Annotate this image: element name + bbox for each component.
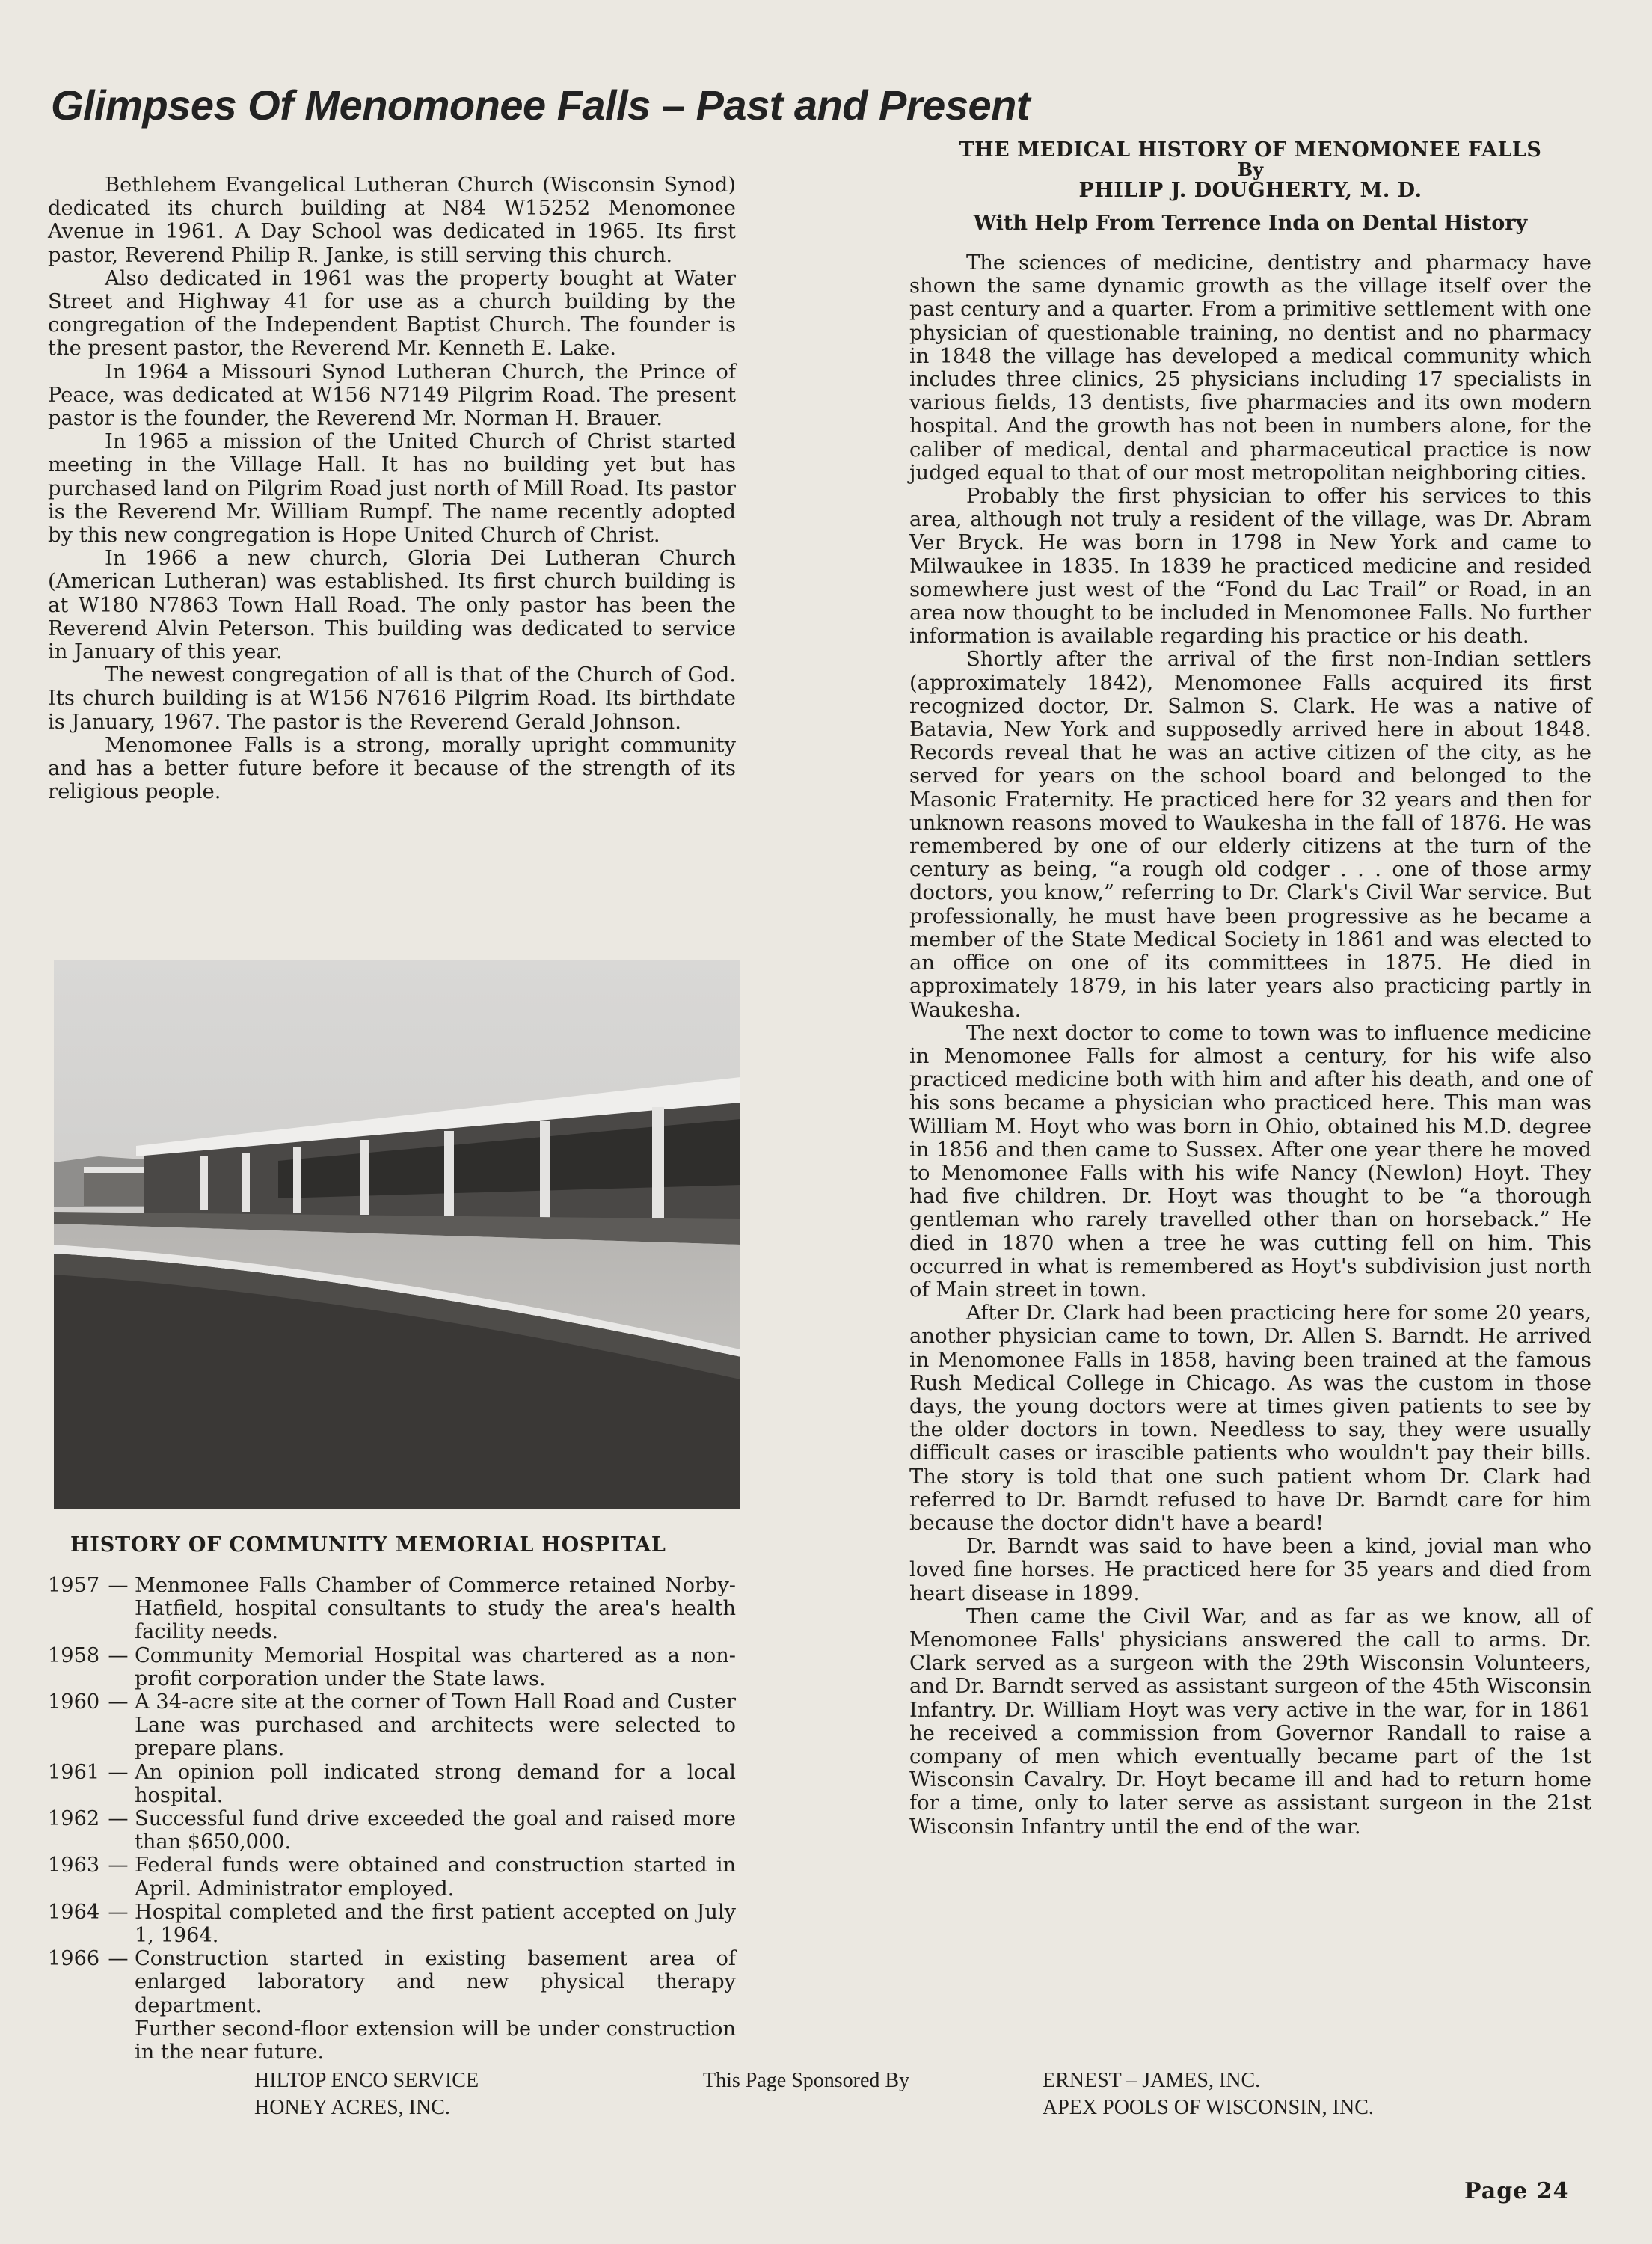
sponsor-name: HONEY ACRES, INC.	[254, 2096, 450, 2119]
timeline-year: 1964	[48, 1900, 100, 1924]
timeline-entry	[48, 1854, 736, 1900]
sponsor-list-right	[1043, 2067, 1374, 2121]
timeline-dash: —	[108, 1807, 129, 1831]
page-number: Page 24	[1464, 2178, 1570, 2204]
sponsor-name: ERNEST – JAMES, INC.	[1043, 2069, 1261, 2092]
sponsor-name: APEX POOLS OF WISCONSIN, INC.	[1043, 2096, 1374, 2119]
sponsor-name: HILTOP ENCO SERVICE	[254, 2069, 479, 2092]
hospital-photo	[54, 960, 740, 1509]
sponsored-by-label: This Page Sponsored By	[703, 2069, 910, 2092]
timeline-text: Construction started in existing basement area of enlarged laboratory and new physical therapy department.	[135, 1947, 736, 2017]
timeline-text: Successful fund drive exceeded the goal and raised more than $650,000.	[135, 1807, 736, 1854]
article-paragraph: Menomonee Falls is a strong, morally upright community and has a better future before it because of the strength of its religious people.	[48, 733, 736, 804]
hospital-timeline	[48, 1574, 736, 2064]
article-paragraph: The sciences of medicine, dentistry and pharmacy have shown the same dynamic growth as the village itself over the past century and a quarter. From a primitive settlement with one physician of questionable training, no dentist and no pharmacy in 1848 the village has developed a medical community which includes three clinics, 25 physicians including 17 specialists in various fields, 13 dentists, five pharmacies and its own modern hospital. And the growth has not been in numbers alone, for the caliber of medical, dental and pharmaceutical practice is now judged equal to that of our most metropolitan neighboring cities.	[909, 251, 1591, 485]
article-paragraph: Dr. Barndt was said to have been a kind, jovial man who loved fine horses. He practiced here for 35 years and died from heart disease in 1899.	[909, 1535, 1591, 1605]
timeline-dash: —	[108, 1574, 129, 1597]
timeline-entry	[48, 1807, 736, 1854]
timeline-continuation: Further second-floor extension will be under construction in the near future.	[135, 2017, 736, 2064]
article-paragraph: Probably the first physician to offer his services to this area, although not truly a resident of the village, was Dr. Abram Ver Bryck. He was born in 1798 in New York and came to Milwaukee in 1835. In 1839 he practiced medicine and resided somewhere just west of the “Fond du Lac Trail” or Road, in an area now thought to be included in Menomonee Falls. No further information is available regarding his practice or his death.	[909, 485, 1591, 649]
timeline-text: A 34-acre site at the corner of Town Hall Road and Custer Lane was purchased and architects were selected to prepare plans.	[135, 1690, 736, 1761]
timeline-dash: —	[108, 1690, 129, 1714]
timeline-dash: —	[108, 1643, 129, 1667]
author-name: PHILIP J. DOUGHERTY, M. D.	[1078, 179, 1422, 202]
article-heading: THE MEDICAL HISTORY OF MENOMONEE FALLS	[959, 138, 1542, 162]
timeline-year: 1962	[48, 1807, 100, 1831]
timeline-dash: —	[108, 1947, 129, 1971]
timeline-entry	[48, 1690, 736, 1761]
byline-by: By	[1237, 159, 1264, 180]
article-paragraph: Bethlehem Evangelical Lutheran Church (Wisconsin Synod) dedicated its church building at N84 W15252 Menomonee Avenue in 1961. A Day School was dedicated in 1965. Its first pastor, Reverend Philip R. Janke, is still serving this church.	[48, 174, 736, 267]
timeline-entry	[48, 1947, 736, 2017]
timeline-text: Menmonee Falls Chamber of Commerce retained Norby-Hatfield, hospital consultants to study the area's health facility needs.	[135, 1574, 736, 1644]
sponsor-list-left	[254, 2067, 479, 2121]
timeline-year: 1966	[48, 1947, 100, 1971]
timeline-year: 1961	[48, 1760, 100, 1784]
article-paragraph: Also dedicated in 1961 was the property bought at Water Street and Highway 41 for use as a church building by the congregation of the Independent Baptist Church. The founder is the present pastor, the Reverend Mr. Kenneth E. Lake.	[48, 266, 736, 361]
timeline-entry	[48, 1901, 736, 1947]
article-paragraph: The next doctor to come to town was to influence medicine in Menomonee Falls for almost a century, for his wife also practiced medicine both with him and after his death, and one of his sons became a physician who practiced here. This man was William M. Hoyt who was born in Ohio, obtained his M.D. degree in 1856 and then came to Sussex. After one year there he moved to Menomonee Falls with his wife Nancy (Newlon) Hoyt. They had five children. Dr. Hoyt was thought to be “a thorough gentleman who rarely travelled other than on horseback.” He died in 1870 when a tree he was cutting fell on him. This occurred in what is remembered as Hoyt's subdivision just north of Main street in town.	[909, 1021, 1591, 1302]
credit-line: With Help From Terrence Inda on Dental History	[973, 212, 1528, 235]
hospital-history-heading: HISTORY OF COMMUNITY MEMORIAL HOSPITAL	[70, 1533, 666, 1557]
timeline-text: Federal funds were obtained and construction started in April. Administrator employed.	[135, 1854, 736, 1901]
article-paragraph: In 1965 a mission of the United Church of Christ started meeting in the Village Hall. It has no building yet but has purchased land on Pilgrim Road just north of Mill Road. Its pastor is the Reverend Mr. William Rumpf. The name recently adopted by this new congregation is Hope United Church of Christ.	[48, 430, 736, 548]
timeline-entry	[48, 1761, 736, 1807]
page-title: Glimpses Of Menomonee Falls – Past and Present	[51, 82, 1030, 129]
timeline-year: 1957	[48, 1574, 100, 1597]
article-paragraph: Then came the Civil War, and as far as we know, all of Menomonee Falls' physicians answered the call to arms. Dr. Clark served as a surgeon with the 29th Wisconsin Volunteers, and Dr. Barndt served as assistant surgeon of the 45th Wisconsin Infantry. Dr. William Hoyt was very active in the war, for in 1861 he received a commission from Governor Randall to raise a company of men which eventually became part of the 1st Wisconsin Cavalry. Dr. Hoyt became ill and had to return home for a time, only to later serve as assistant surgeon in the 21st Wisconsin Infantry until the end of the war.	[909, 1604, 1591, 1839]
timeline-year: 1963	[48, 1854, 100, 1877]
timeline-dash: —	[108, 1760, 129, 1784]
churches-article	[48, 174, 736, 803]
timeline-dash: —	[108, 1900, 129, 1924]
article-paragraph: The newest congregation of all is that of the Church of God. Its church building is at W156 N7616 Pilgrim Road. Its birthdate is January, 1967. The pastor is the Reverend Gerald Johnson.	[48, 663, 736, 734]
timeline-entry	[48, 1644, 736, 1690]
timeline-year: 1960	[48, 1690, 100, 1714]
article-paragraph: In 1964 a Missouri Synod Lutheran Church, the Prince of Peace, was dedicated at W156 N7149 Pilgrim Road. The present pastor is the founder, the Reverend Mr. Norman H. Brauer.	[48, 360, 736, 431]
timeline-year: 1958	[48, 1643, 100, 1667]
timeline-entry	[48, 1574, 736, 1644]
medical-history-article	[909, 139, 1591, 1839]
timeline-text: Hospital completed and the first patient accepted on July 1, 1964.	[135, 1900, 736, 1948]
article-paragraph: Shortly after the arrival of the first non-Indian settlers (approximately 1842), Menomonee Falls acquired its first recognized doctor, Dr. Salmon S. Clark. He was a native of Batavia, New York and supposedly arrived here in about 1848. Records reveal that he was an active citizen of the city, as he served for years on the school board and belonged to the Masonic Fraternity. He practiced here for 32 years and then for unknown reasons moved to Waukesha in the fall of 1876. He was remembered by one of our elderly citizens at the turn of the century as being, “a rough old codger . . . one of those army doctors, you know,” referring to Dr. Clark's Civil War service. But professionally, he must have been progressive as he became a member of the State Medical Society in 1861 and was elected to an office on one of its committees in 1875. He died in approximately 1879, in his later years also practicing partly in Waukesha.	[909, 648, 1591, 1022]
timeline-text: Community Memorial Hospital was chartered as a non-profit corporation under the State laws.	[135, 1643, 736, 1690]
article-paragraph: In 1966 a new church, Gloria Dei Lutheran Church (American Lutheran) was established. Its first church building is at W180 N7863 Town Hall Road. The only pastor has been the Reverend Alvin Peterson. This building was dedicated to service in January of this year.	[48, 547, 736, 664]
article-paragraph: After Dr. Clark had been practicing here for some 20 years, another physician came to town, Dr. Allen S. Barndt. He arrived in Menomonee Falls in 1858, having been trained at the famous Rush Medical College in Chicago. As was the custom in those days, the young doctors were at times given patients to see by the older doctors in town. Needless to say, they were usually difficult cases or irascible patients who wouldn't pay their bills. The story is told that one such patient whom Dr. Clark had referred to Dr. Barndt refused to have Dr. Barndt care for him because the doctor didn't have a beard!	[909, 1302, 1591, 1535]
timeline-dash: —	[108, 1854, 129, 1877]
timeline-text: An opinion poll indicated strong demand for a local hospital.	[135, 1760, 736, 1807]
